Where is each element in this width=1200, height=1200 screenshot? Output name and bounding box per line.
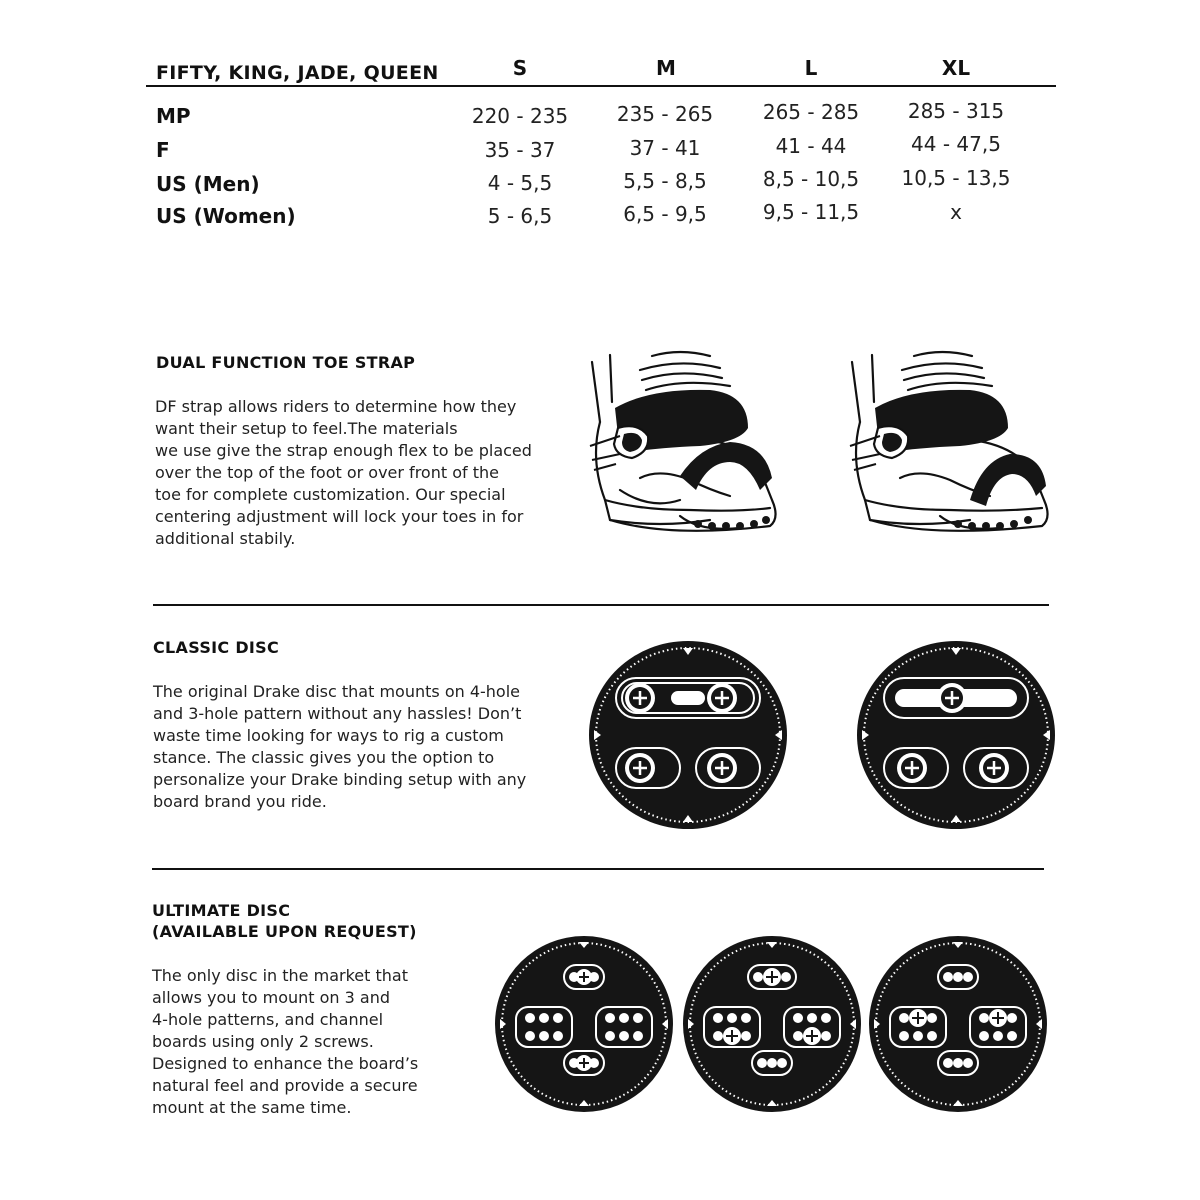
- row-label-us-men: US (Men): [156, 172, 260, 196]
- size-table-title: FIFTY, KING, JADE, QUEEN: [156, 62, 439, 84]
- text-line: and 3-hole pattern without any hassles! Don’t: [153, 704, 522, 723]
- text-line: over the top of the foot or over front of the: [155, 463, 499, 482]
- text-line: mount at the same time.: [152, 1098, 352, 1117]
- text-line: natural feel and provide a secure: [152, 1076, 418, 1095]
- text-line: allows you to mount on 3 and: [152, 988, 391, 1007]
- table-cell: 265 - 285: [762, 100, 860, 124]
- text-line: boards using only 2 screws.: [152, 1032, 374, 1051]
- ultimate-disc-4-hole-illustration: [682, 935, 862, 1113]
- table-cell: 8,5 - 10,5: [762, 167, 860, 191]
- table-cell: 235 - 265: [616, 102, 714, 126]
- table-cell: 9,5 - 11,5: [762, 200, 860, 224]
- ultimate-disc-title: ULTIMATE DISC: [152, 901, 291, 920]
- table-cell: 10,5 - 13,5: [901, 166, 1011, 190]
- text-line: 4-hole patterns, and channel: [152, 1010, 384, 1029]
- row-label-mp: MP: [156, 104, 191, 128]
- text-line: personalize your Drake binding setup with any: [153, 770, 527, 789]
- text-line: board brand you ride.: [153, 792, 327, 811]
- text-line: toe for complete customization. Our special: [155, 485, 506, 504]
- text-line: The only disc in the market that: [152, 966, 408, 985]
- text-line: DF strap allows riders to determine how they: [155, 397, 517, 416]
- column-header-l: L: [804, 56, 818, 80]
- table-cell: 6,5 - 9,5: [623, 202, 707, 226]
- toe-strap-title: DUAL FUNCTION TOE STRAP: [156, 353, 416, 372]
- table-cell: x: [950, 200, 962, 224]
- column-header-s: S: [512, 56, 528, 80]
- classic-disc-4-hole-illustration: [588, 640, 788, 830]
- classic-disc-3-hole-illustration: [856, 640, 1056, 830]
- table-cell: 285 - 315: [907, 99, 1005, 123]
- ultimate-disc-3-hole-illustration: [494, 935, 674, 1113]
- table-cell: 5 - 6,5: [487, 204, 553, 228]
- table-cell: 37 - 41: [629, 136, 701, 160]
- table-header-rule: [146, 85, 1056, 87]
- classic-disc-description: [153, 681, 553, 813]
- table-cell: 41 - 44: [775, 134, 847, 158]
- text-line: waste time looking for ways to rig a custom: [153, 726, 504, 745]
- table-cell: 44 - 47,5: [911, 132, 1001, 156]
- section-divider: [153, 604, 1049, 606]
- ultimate-disc-description: [152, 965, 472, 1119]
- text-line: additional stabily.: [155, 529, 296, 548]
- text-line: we use give the strap enough flex to be placed: [155, 441, 532, 460]
- text-line: stance. The classic gives you the option to: [153, 748, 495, 767]
- column-header-xl: XL: [941, 56, 971, 80]
- boot-strap-over-foot-illustration: [580, 350, 780, 550]
- text-line: The original Drake disc that mounts on 4-hole: [153, 682, 520, 701]
- ultimate-disc-channel-illustration: [868, 935, 1048, 1113]
- table-cell: 220 - 235: [471, 104, 569, 128]
- table-cell: 4 - 5,5: [487, 171, 553, 195]
- table-cell: 5,5 - 8,5: [623, 169, 707, 193]
- classic-disc-title: CLASSIC DISC: [153, 638, 280, 657]
- text-line: want their setup to feel.The materials: [155, 419, 458, 438]
- text-line: Designed to enhance the board’s: [152, 1054, 419, 1073]
- row-label-us-women: US (Women): [156, 204, 296, 228]
- column-header-m: M: [656, 56, 676, 80]
- row-label-f: F: [156, 138, 170, 162]
- boot-strap-over-toe-illustration: [846, 350, 1056, 550]
- table-cell: 35 - 37: [484, 138, 556, 162]
- text-line: centering adjustment will lock your toes in for: [155, 507, 524, 526]
- section-divider: [152, 868, 1044, 870]
- toe-strap-description: [155, 396, 555, 550]
- ultimate-disc-availability: (AVAILABLE UPON REQUEST): [152, 922, 417, 941]
